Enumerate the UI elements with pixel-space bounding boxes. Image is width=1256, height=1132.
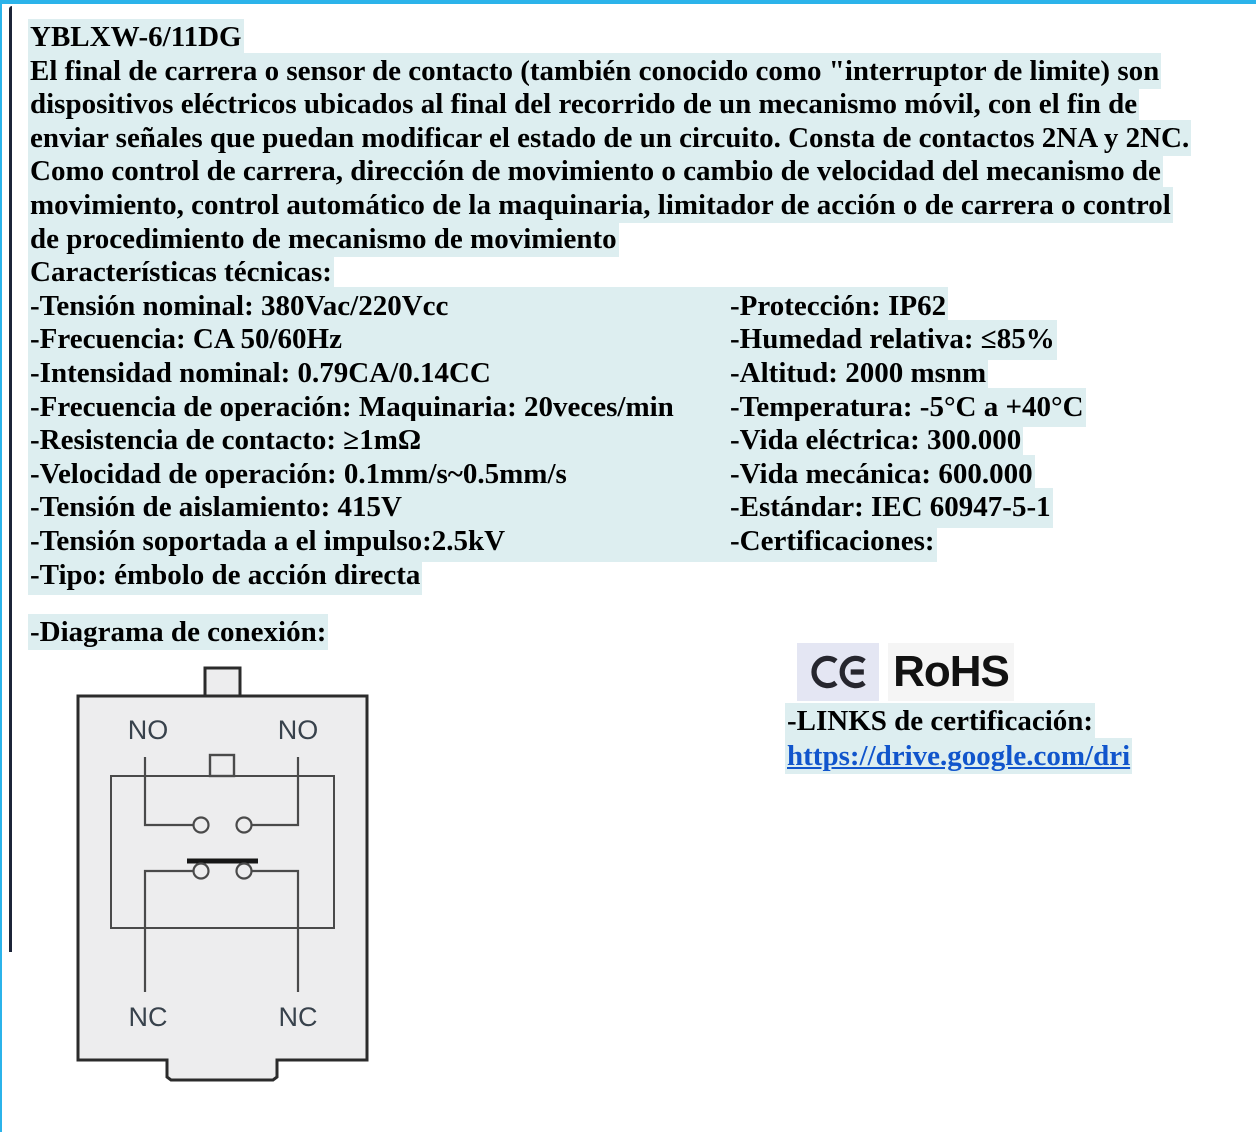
cert-link-row xyxy=(787,739,1130,773)
product-title: YBLXW-6/11DG xyxy=(30,21,242,53)
description-line: dispositivos eléctricos ubicados al final del recorrido de un mecanismo móvil, con el fin de xyxy=(30,88,1138,121)
spec-right: -Certificaciones: xyxy=(730,524,935,557)
description-line: enviar señales que puedan modificar el estado de un circuito. Consta de contactos 2NA y 2NC. xyxy=(30,121,1190,154)
spec-left: -Tipo: émbolo de acción directa xyxy=(30,558,421,591)
spec-right: -Altitud: 2000 msnm xyxy=(730,356,987,389)
diagram-no-contact xyxy=(194,818,209,833)
spec-right: -Estándar: IEC 60947-5-1 xyxy=(730,491,1051,524)
description-line: de procedimiento de mecanismo de movimiento xyxy=(30,222,617,255)
spec-left: -Resistencia de contacto: ≥1mΩ xyxy=(30,424,422,457)
spec-left: -Frecuencia: CA 50/60Hz xyxy=(30,323,342,356)
diagram-no-contact xyxy=(237,818,252,833)
spec-right: -Humedad relativa: ≤85% xyxy=(730,323,1055,356)
terminal-label-no-left: NO xyxy=(127,715,169,745)
diagram-body xyxy=(78,696,367,1080)
spec-left: -Frecuencia de operación: Maquinaria: 20veces/min xyxy=(30,390,674,423)
diagram-nc-contact xyxy=(194,864,209,879)
cert-links-heading-row xyxy=(787,704,1093,738)
spec-left: -Intensidad nominal: 0.79CA/0.14CC xyxy=(30,356,491,389)
ce-mark-icon xyxy=(807,651,869,693)
spec-right: -Temperatura: -5°C a +40°C xyxy=(730,390,1084,423)
description-line: movimiento, control automático de la maquinaria, limitador de acción o de carrera o control xyxy=(30,188,1171,221)
terminal-label-no-right: NO xyxy=(277,715,319,745)
rohs-badge xyxy=(888,643,1014,701)
diagram-nc-contact xyxy=(237,864,252,879)
specs-heading: Características técnicas: xyxy=(30,256,332,289)
ce-mark-badge xyxy=(797,643,879,701)
description-line: El final de carrera o sensor de contacto (también conocido como "interruptor de limite) son xyxy=(30,54,1160,87)
spec-right: -Vida eléctrica: 300.000 xyxy=(730,424,1022,457)
spec-right: -Protección: IP62 xyxy=(730,289,947,322)
spec-left: -Tensión nominal: 380Vac/220Vcc xyxy=(30,289,449,322)
spec-left: -Velocidad de operación: 0.1mm/s~0.5mm/s xyxy=(30,457,567,490)
spec-right: -Vida mecánica: 600.000 xyxy=(730,457,1033,490)
diagram-plunger xyxy=(205,668,240,698)
cert-links-heading: -LINKS de certificación: xyxy=(787,705,1094,737)
terminal-label-nc-left: NC xyxy=(128,1002,168,1032)
cert-link[interactable]: https://drive.google.com/dri xyxy=(787,740,1131,772)
rohs-label: RoHS xyxy=(893,647,1009,696)
spec-left: -Tensión soportada a el impulso:2.5kV xyxy=(30,524,506,557)
spec-left: -Tensión de aislamiento: 415V xyxy=(30,491,402,524)
diagram-heading: -Diagrama de conexión: xyxy=(30,616,327,649)
diagram-actuator xyxy=(210,755,234,776)
description-line: Como control de carrera, dirección de movimiento o cambio de velocidad del mecanismo de xyxy=(30,155,1161,188)
terminal-label-nc-right: NC xyxy=(278,1002,318,1032)
